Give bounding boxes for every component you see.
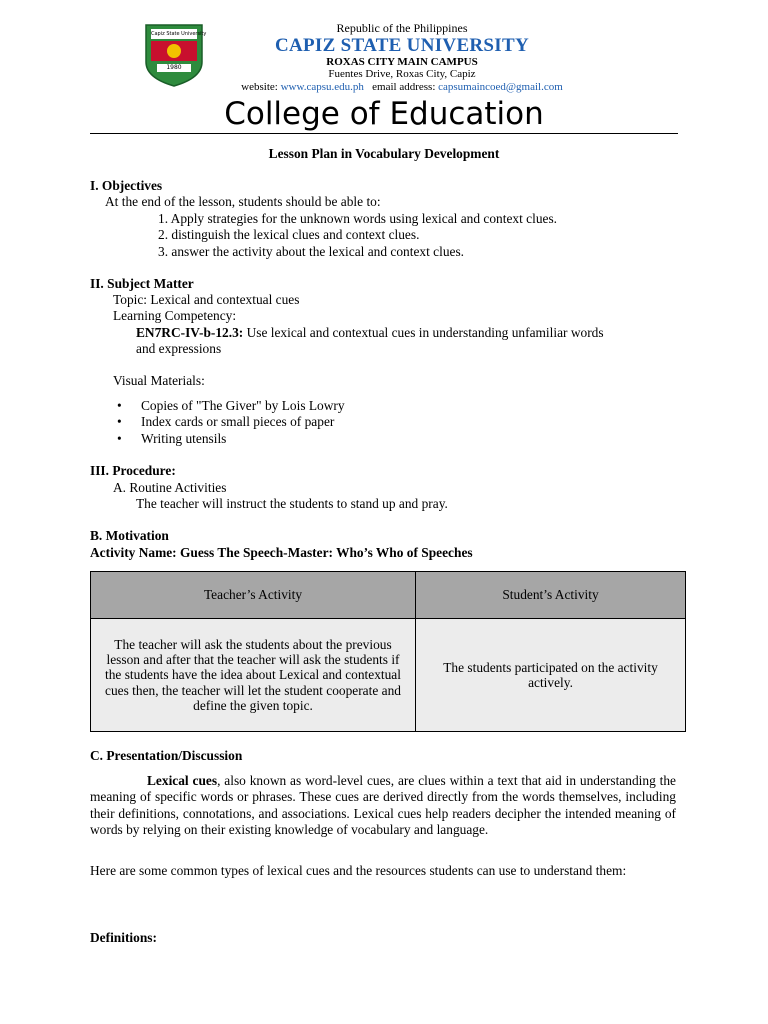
subject-matter-heading: II. Subject Matter bbox=[90, 276, 194, 291]
contact-line bbox=[232, 81, 572, 93]
objective-item: 1. Apply strategies for the unknown words using lexical and context clues. bbox=[158, 211, 558, 226]
table-header-row bbox=[91, 572, 686, 619]
objective-item: 3. answer the activity about the lexical and context clues. bbox=[158, 244, 465, 259]
definitions-heading: Definitions: bbox=[90, 930, 157, 945]
materials-list-item bbox=[117, 431, 226, 447]
table-row bbox=[91, 619, 686, 732]
lexical-cues-term: Lexical cues bbox=[147, 773, 218, 788]
procedure-heading: III. Procedure: bbox=[90, 463, 176, 478]
routine-activities: A. Routine Activities bbox=[113, 480, 227, 495]
campus-name: ROXAS CITY MAIN CAMPUS bbox=[326, 56, 478, 68]
objectives-heading: I. Objectives bbox=[90, 178, 163, 193]
college-title: College of Education bbox=[224, 96, 544, 132]
material-text: Copies of "The Giver" by Lois Lowry bbox=[141, 398, 345, 413]
competency-text-cont: and expressions bbox=[136, 341, 222, 356]
competency-code: EN7RC-IV-b-12.3: bbox=[136, 325, 244, 340]
campus-address: Fuentes Drive, Roxas City, Capiz bbox=[328, 68, 476, 80]
lexical-cues-types-paragraph: Here are some common types of lexical cues and the resources students can use to understand them: bbox=[90, 863, 627, 878]
material-text: Writing utensils bbox=[141, 431, 227, 446]
topic-line: Topic: Lexical and contextual cues bbox=[113, 292, 300, 307]
logo-year: 1980 bbox=[166, 64, 182, 71]
competency-label: Learning Competency: bbox=[113, 308, 237, 323]
republic-line: Republic of the Philippines bbox=[336, 21, 468, 35]
materials-list-item bbox=[117, 414, 334, 430]
website-link[interactable]: www.capsu.edu.ph bbox=[280, 81, 364, 93]
logo-text: Capiz State University bbox=[151, 31, 207, 37]
routine-detail: The teacher will instruct the students to stand up and pray. bbox=[136, 496, 448, 511]
competency-text: Use lexical and contextual cues in understanding unfamiliar words bbox=[243, 325, 604, 340]
lexical-cues-paragraph bbox=[90, 773, 676, 838]
teacher-activity-cell: The teacher will ask the students about the previous lesson and after that the teacher will ask the students if the students have the idea about Lexical and contextual cues then, the teacher will let the student cooperate and define the given topic. bbox=[91, 619, 416, 732]
competency-line bbox=[136, 325, 604, 341]
motivation-heading: B. Motivation bbox=[90, 528, 169, 543]
university-logo bbox=[143, 22, 205, 88]
objective-item: 2. distinguish the lexical clues and context clues. bbox=[158, 227, 420, 242]
material-text: Index cards or small pieces of paper bbox=[141, 414, 335, 429]
bullet-icon: • bbox=[117, 414, 122, 429]
materials-list-item bbox=[117, 398, 345, 414]
table-header-teacher: Teacher’s Activity bbox=[91, 572, 416, 619]
activity-table bbox=[90, 571, 686, 732]
university-name: CAPIZ STATE UNIVERSITY bbox=[274, 35, 529, 56]
lesson-plan-title: Lesson Plan in Vocabulary Development bbox=[268, 146, 500, 161]
bullet-icon: • bbox=[117, 398, 122, 413]
student-activity-cell: The students participated on the activity actively. bbox=[416, 619, 686, 732]
header-divider bbox=[90, 133, 678, 134]
activity-name: Activity Name: Guess The Speech-Master: Who’s Who of Speeches bbox=[90, 545, 473, 560]
email-label: email address: bbox=[372, 81, 436, 93]
presentation-heading: C. Presentation/Discussion bbox=[90, 748, 243, 763]
table-header-student: Student’s Activity bbox=[416, 572, 686, 619]
lexical-cues-text: , also known as word-level cues, are clues within a text that aid in understanding the meaning of specific words or phrases. These cues are derived directly from the words themselves, including their definitions, connotations, and associations. Lexical cues help readers decipher the intended meaning of words by relying on their existing knowledge of vocabulary and language. bbox=[90, 773, 676, 837]
objectives-intro: At the end of the lesson, students should be able to: bbox=[105, 194, 381, 209]
website-label: website: bbox=[241, 81, 278, 93]
materials-label: Visual Materials: bbox=[113, 373, 205, 388]
bullet-icon: • bbox=[117, 431, 122, 446]
email-link[interactable]: capsumaincoed@gmail.com bbox=[438, 81, 563, 93]
